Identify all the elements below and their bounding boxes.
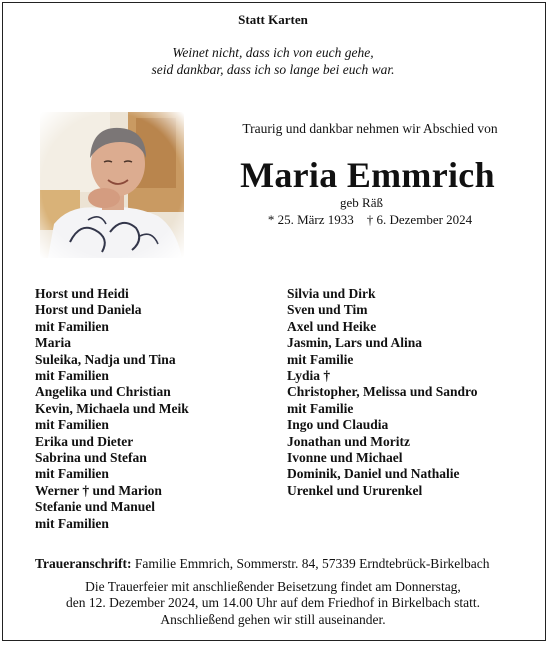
mourner-line: Werner † und Marion — [35, 482, 162, 498]
mourner-line: Ivonne und Michael — [287, 450, 403, 466]
verse-line: seid dankbar, dass ich so lange bei euch war. — [151, 62, 395, 77]
mourner-line: mit Familien — [35, 368, 109, 384]
life-dates: * 25. März 1933 † 6. Dezember 2024 — [267, 212, 473, 227]
mourner-line: Ingo und Claudia — [287, 417, 389, 433]
mourner-line: mit Familie — [287, 351, 354, 367]
mourner-line: Maria — [35, 335, 71, 351]
mourner-line: Christopher, Melissa und Sandro — [287, 384, 478, 400]
header-title: Statt Karten — [238, 12, 308, 27]
mourner-line: Angelika und Christian — [35, 384, 171, 400]
mourner-line: Kevin, Michaela und Meik — [35, 400, 189, 416]
verse — [0, 44, 546, 78]
mourner-line: Jasmin, Lars und Alina — [287, 335, 423, 351]
mourner-line: Dominik, Daniel und Nathalie — [287, 466, 460, 482]
mourner-line: Sabrina und Stefan — [35, 450, 147, 466]
funeral-service-notice — [0, 579, 546, 628]
service-line: den 12. Dezember 2024, um 14.00 Uhr auf dem Friedhof in Birkelbach statt. — [66, 595, 480, 611]
intro-text: Traurig und dankbar nehmen wir Abschied von — [242, 121, 498, 136]
mourners-left-column — [35, 286, 189, 532]
address-text: Familie Emmrich, Sommerstr. 84, 57339 Erndtebrück-Birkelbach — [131, 556, 490, 571]
service-line: Die Trauerfeier mit anschließender Beisetzung findet am Donnerstag, — [85, 579, 461, 594]
mourner-line: Horst und Heidi — [35, 286, 129, 301]
mourner-line: Suleika, Nadja und Tina — [35, 351, 176, 367]
birth-name: geb Räß — [340, 195, 383, 210]
address-label: Traueranschrift: — [35, 556, 132, 571]
mourner-line: mit Familie — [287, 400, 354, 416]
mourner-line: Erika und Dieter — [35, 433, 134, 449]
mourner-line: mit Familien — [35, 417, 109, 433]
mourner-line: mit Familien — [35, 318, 109, 334]
verse-line: Weinet nicht, dass ich von euch gehe, — [172, 45, 374, 60]
portrait-image — [40, 112, 184, 258]
mourner-line: Jonathan und Moritz — [287, 433, 411, 449]
mourner-line: Urenkel und Ururenkel — [287, 482, 423, 498]
mourner-line: mit Familien — [35, 466, 109, 482]
mourner-line: mit Familien — [35, 515, 109, 531]
mourner-line: Silvia und Dirk — [287, 286, 376, 301]
portrait-photo — [40, 112, 184, 258]
mourner-line: Stefanie und Manuel — [35, 499, 156, 515]
mourner-line: Lydia † — [287, 368, 331, 384]
mourner-line: Horst und Daniela — [35, 302, 142, 318]
mourner-line: Axel und Heike — [287, 318, 377, 334]
mourner-line: Sven und Tim — [287, 302, 368, 318]
mourning-address — [35, 556, 490, 572]
service-line: Anschließend gehen wir still auseinander. — [160, 611, 386, 627]
mourners-right-column — [287, 286, 478, 499]
deceased-name: Maria Emmrich — [240, 155, 495, 195]
